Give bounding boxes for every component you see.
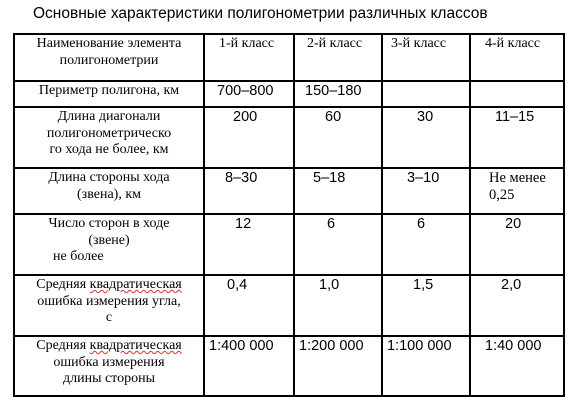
cell-value: 700–800 bbox=[204, 81, 294, 107]
spellcheck-marked-word: квадратическая bbox=[89, 338, 182, 353]
row-name-line: го хода не более, км bbox=[49, 142, 169, 157]
cell-value: 1:40 000 bbox=[470, 336, 564, 396]
row-name-line: ошибка измерения угла, bbox=[37, 293, 181, 309]
header-class-2: 2-й класс bbox=[294, 34, 382, 81]
cell-value bbox=[470, 168, 564, 214]
table-row bbox=[14, 168, 564, 214]
row-name-line bbox=[19, 277, 199, 294]
spellcheck-marked-word: квадратическая bbox=[89, 277, 182, 292]
cell-value: 20 bbox=[470, 214, 564, 275]
table-row bbox=[14, 336, 564, 396]
table-row bbox=[14, 214, 564, 275]
row-name-prefix: Средняя bbox=[36, 277, 90, 292]
cell-value: 6 bbox=[294, 214, 382, 275]
cell-value-multiline: Не менее 0,25 bbox=[489, 170, 546, 203]
cell-value: 30 bbox=[382, 107, 470, 168]
cell-value: 1,5 bbox=[382, 275, 470, 336]
row-name-cell bbox=[14, 275, 204, 336]
row-name-cell bbox=[14, 81, 204, 107]
table-row bbox=[14, 107, 564, 168]
cell-value: 8–30 bbox=[204, 168, 294, 214]
row-name-cell bbox=[14, 214, 204, 275]
cell-value: 12 bbox=[204, 214, 294, 275]
header-class-1: 1-й класс bbox=[204, 34, 294, 81]
cell-value bbox=[382, 81, 470, 107]
row-name-line: (звена), км bbox=[77, 186, 141, 202]
cell-value: 2,0 bbox=[470, 275, 564, 336]
row-name-line: с bbox=[105, 310, 113, 325]
cell-value: 1:100 000 bbox=[382, 336, 470, 396]
table-row bbox=[14, 275, 564, 336]
row-name-line: полигонометрическо bbox=[46, 125, 172, 141]
header-class-3: 3-й класс bbox=[382, 34, 470, 81]
cell-value: 3–10 bbox=[382, 168, 470, 214]
cell-value: 0,4 bbox=[204, 275, 294, 336]
cell-value bbox=[470, 81, 564, 107]
header-name-cell bbox=[14, 34, 204, 81]
page-title: Основные характеристики полигонометрии различных классов bbox=[33, 5, 488, 22]
row-name-line: Число сторон в ходе bbox=[48, 216, 170, 231]
row-name-cell bbox=[14, 107, 204, 168]
header-name-label: Наименование элемента полигонометрии bbox=[36, 36, 182, 68]
row-name-line: длины стороны bbox=[62, 371, 156, 386]
row-name-line: Длина диагонали bbox=[57, 109, 161, 124]
row-name-line: (звене) bbox=[88, 232, 130, 248]
row-name-line: Длина стороны хода bbox=[48, 170, 170, 185]
cell-value: 150–180 bbox=[294, 81, 382, 107]
header-row bbox=[14, 34, 564, 81]
row-name-cell bbox=[14, 168, 204, 214]
cell-value: 5–18 bbox=[294, 168, 382, 214]
row-name-cell bbox=[14, 336, 204, 396]
table-row bbox=[14, 81, 564, 107]
cell-value: 200 bbox=[204, 107, 294, 168]
cell-value: 1,0 bbox=[294, 275, 382, 336]
row-name-line: не более bbox=[53, 249, 104, 264]
cell-value: 1:200 000 bbox=[294, 336, 382, 396]
row-name-line bbox=[19, 338, 199, 355]
cell-value: 11–15 bbox=[470, 107, 564, 168]
row-name-prefix: Средняя bbox=[36, 338, 90, 353]
cell-value: 60 bbox=[294, 107, 382, 168]
cell-value: 6 bbox=[382, 214, 470, 275]
header-class-4: 4-й класс bbox=[470, 34, 564, 81]
characteristics-table bbox=[13, 33, 565, 397]
row-name-line: ошибка измерения bbox=[53, 354, 165, 370]
cell-value: 1:400 000 bbox=[204, 336, 294, 396]
row-name-line: Периметр полигона, км bbox=[38, 83, 180, 98]
